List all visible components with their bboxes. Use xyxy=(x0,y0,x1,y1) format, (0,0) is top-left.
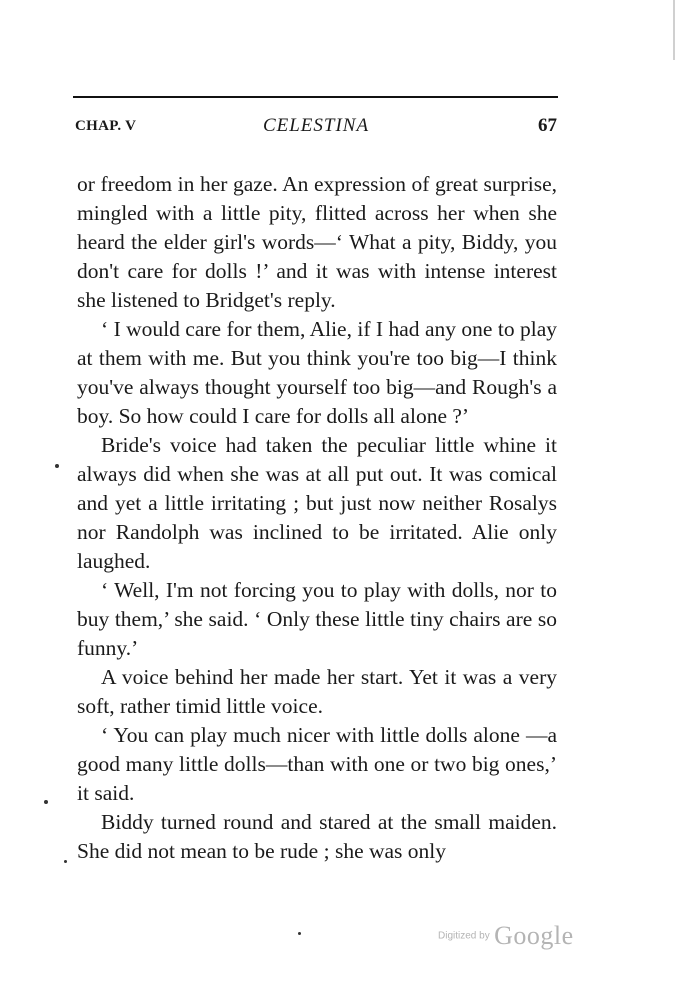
print-speck xyxy=(298,932,301,935)
paragraph-2: ‘ I would care for them, Alie, if I had any one to play at them with me. But you think you're too big—I think you've always thought yourself too big—and Rough's a boy. So how could I care for dolls all alone ?’ xyxy=(77,317,557,428)
paragraph-3: Bride's voice had taken the peculiar little whine it always did when she was at all put out. It was comical and yet a little irritating ; but just now neither Rosalys nor Randolph was inclined to be irritated. Alie only laughed. xyxy=(77,433,557,573)
running-header xyxy=(75,115,557,141)
body-text xyxy=(77,170,557,866)
header-rule xyxy=(73,96,558,98)
chapter-label: CHAP. V xyxy=(75,118,137,134)
watermark-prefix: Digitized by xyxy=(438,930,490,942)
page-number: 67 xyxy=(538,115,557,136)
paragraph-7: Biddy turned round and stared at the small maiden. She did not mean to be rude ; she was only xyxy=(77,810,557,863)
print-speck xyxy=(55,464,59,468)
digitized-watermark xyxy=(438,921,574,951)
print-speck xyxy=(64,860,67,863)
paragraph-5: A voice behind her made her start. Yet it was a very soft, rather timid little voice. xyxy=(77,665,557,718)
running-title: CELESTINA xyxy=(262,115,370,136)
google-logo: Google xyxy=(494,921,574,950)
print-speck xyxy=(44,800,48,804)
paragraph-1: or freedom in her gaze. An expression of great surprise, mingled with a little pity, flitted across her when she heard the elder girl's words—‘ What a pity, Biddy, you don't care for dolls !’ and it was with intense interest she listened to Bridget's reply. xyxy=(77,172,557,312)
page-edge-mark xyxy=(673,0,675,60)
paragraph-4: ‘ Well, I'm not forcing you to play with dolls, nor to buy them,’ she said. ‘ Only these little tiny chairs are so funny.’ xyxy=(77,578,557,660)
paragraph-6: ‘ You can play much nicer with little dolls alone —a good many little dolls—than with one or two big ones,’ it said. xyxy=(77,723,557,805)
